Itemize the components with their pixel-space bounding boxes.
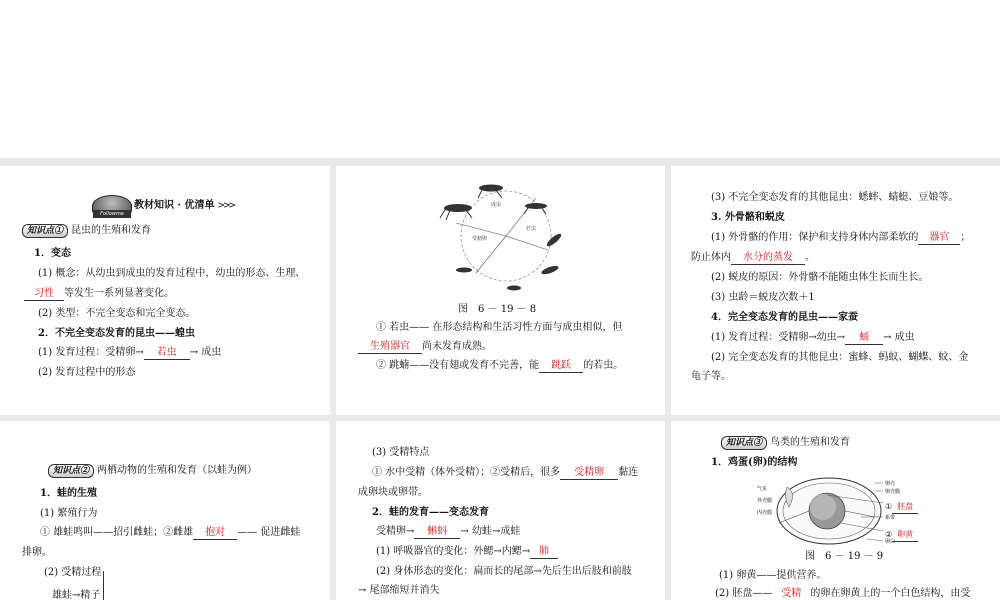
- answer-nymph: 若虫: [144, 346, 190, 360]
- helmet-icon: [92, 195, 132, 217]
- concept-tail: 等发生一系列显著变化。: [64, 288, 174, 299]
- disc-post: 的卵在卵黄上的一个白色结构，由受: [810, 588, 971, 599]
- egg-answer-disc-row: ① 胚盘: [885, 497, 918, 517]
- slide-frog-development[interactable]: [336, 421, 665, 600]
- silk-post: → 成虫: [883, 332, 915, 343]
- line-male: 雄蛙→精子: [52, 590, 101, 600]
- line-change: 1．变态: [34, 248, 71, 259]
- line-incomplete: 2．不完全变态发育的昆虫——蝗虫: [38, 328, 195, 339]
- line-breed: (1) 繁殖行为: [40, 508, 98, 519]
- locust-adult-icon: [440, 185, 563, 291]
- figure-caption: 图 6 － 19 － 8: [458, 304, 537, 315]
- line-dev-chain: [376, 522, 520, 542]
- egg-label-chalaza: 系带: [885, 515, 896, 521]
- slide-frog-reproduction[interactable]: [0, 421, 330, 600]
- line-other-complete: (2) 完全变态发育的其他昆虫：蜜蜂、蚂蚁、蝴蝶、蚊、金: [711, 352, 969, 363]
- line-process: [38, 343, 221, 363]
- line-other-insects: (3) 不完全变态发育的其他昆虫：蟋蟀、蜻蜓、豆娘等。: [711, 192, 959, 203]
- line-body: (2) 身体形态的变化：扁而长的尾部→先后生出后肢和前肢: [376, 566, 632, 577]
- line-concept-2: [24, 284, 174, 304]
- line-fert: (2) 受精过程: [44, 567, 102, 578]
- kp1-heading: [22, 221, 151, 241]
- silk-pre: (1) 发育过程：受精卵→幼虫→: [711, 332, 846, 343]
- kp2-title: 两栖动物的生殖和发育（以蛙为例）: [97, 465, 258, 476]
- egg-label-shell-membrane: 卵壳膜: [885, 489, 901, 495]
- slide-exoskeleton[interactable]: [671, 166, 1000, 415]
- blank-top-area: [0, 0, 1000, 158]
- answer-fertilization: 受精: [772, 587, 810, 600]
- kp3-heading: [721, 433, 850, 453]
- call-post: —— 促进雌蛙: [237, 527, 301, 538]
- answer-habit: 习性: [24, 287, 64, 301]
- call-pre: ① 雄蛙鸣叫——招引雌蛙；②雌雄: [40, 527, 194, 538]
- nymph-tail: 尚未发育成熟。: [422, 341, 492, 352]
- exo-fn-pre: (1) 外骨骼的作用：保护和支持身体内部柔软的: [711, 232, 919, 243]
- process-pre: (1) 发育过程：受精卵→: [38, 347, 144, 358]
- line-call: [40, 523, 300, 543]
- egg-figure-caption: 图 6 － 19 － 9: [805, 551, 884, 562]
- bracket-mark: [103, 571, 118, 600]
- egg-label-air: 气室: [757, 486, 768, 492]
- line-type: (2) 类型：不完全变态和完全变态。: [38, 308, 196, 319]
- answer-germinal-disc: 胚盘: [892, 500, 918, 514]
- kp1-badge: 知识点①: [22, 224, 68, 238]
- prevent-post: 。: [805, 252, 815, 263]
- answer-water-loss: 水分的蒸发: [731, 251, 805, 265]
- line-nymph-2: [358, 337, 492, 357]
- label-egg: 受精卵: [472, 236, 488, 242]
- answer-jump: 跳跃: [539, 359, 583, 373]
- line-concept: (1) 概念：从幼虫到成虫的发育过程中，幼虫的形态、生理、: [38, 268, 306, 279]
- kp3-badge: 知识点③: [721, 436, 767, 450]
- kp2-badge: 知识点②: [48, 464, 94, 478]
- dev-pre: 受精卵→: [376, 526, 415, 537]
- kp2-heading: [48, 461, 257, 481]
- line-nymph: ① 若虫—— 在形态结构和生活习性方面与成虫相似，但: [376, 322, 623, 333]
- line-body-2: → 尾部缩短并消失: [358, 585, 440, 596]
- line-silkworm: [711, 328, 915, 348]
- answer-yolk: 卵黄: [892, 528, 918, 542]
- process-post: → 成虫: [189, 347, 222, 358]
- answer-pupa: 蛹: [845, 331, 883, 345]
- egg-label-inner: 内壳膜: [757, 510, 773, 516]
- line-complete: 4．完全变态发育的昆虫——家蚕: [711, 312, 858, 323]
- answer-lung: 肺: [530, 545, 558, 559]
- line-hopper: [376, 356, 623, 376]
- section-banner: [92, 196, 234, 216]
- egg-label-white: 卵白: [885, 539, 896, 545]
- line-water-2: 成卵块或卵带。: [358, 487, 428, 498]
- line-egg: 1．鸡蛋(卵)的结构: [711, 457, 798, 468]
- line-exoskeleton: 3. 外骨骼和蜕皮: [711, 212, 785, 223]
- line-frog: 1．蛙的生殖: [40, 488, 97, 499]
- line-other-complete-2: 龟子等。: [691, 371, 731, 382]
- slide-insect-reproduction[interactable]: [0, 166, 330, 415]
- line-exo-function: [711, 228, 970, 248]
- answer-fertilized-egg: 受精卵: [560, 466, 618, 480]
- water-pre: ① 水中受精（体外受精）；②受精后，很多: [372, 467, 561, 478]
- line-disc: [715, 584, 970, 600]
- prevent-pre: 防止体内: [691, 252, 731, 263]
- line-feat: (3) 受精特点: [372, 447, 430, 458]
- label-nymph: 若虫: [526, 226, 537, 232]
- line-yolk: (1) 卵黄——提供营养。: [719, 570, 827, 581]
- line-form: (2) 发育过程中的形态: [38, 367, 136, 378]
- answer-tadpole: 蝌蚪: [414, 525, 460, 539]
- answer-amplexus: 抱对: [193, 526, 237, 540]
- slide-bird-egg[interactable]: [671, 421, 1000, 600]
- banner-arrows: >>>: [217, 201, 235, 211]
- egg-answer-yolk-row: ② 卵黄: [885, 525, 918, 545]
- line-call-2: 排卵。: [22, 547, 52, 558]
- hopper-pre: ② 跳蝻——没有翅或发育不完善，能: [376, 360, 540, 371]
- exo-fn-post: ；: [960, 232, 971, 243]
- resp-pre: (1) 呼吸器官的变化：外鳃→内鳃→: [376, 546, 531, 557]
- line-water: [372, 463, 638, 483]
- answer-reproductive-organs: 生殖器官: [358, 340, 422, 354]
- hopper-post: 的若虫。: [583, 360, 624, 371]
- line-resp: [376, 542, 558, 562]
- label-adult: 成虫: [491, 202, 502, 208]
- dev-post: → 幼蛙→成蛙: [460, 526, 521, 537]
- kp1-title: 昆虫的生殖和发育: [71, 225, 152, 236]
- line-molt: (2) 蜕皮的原因：外骨骼不能随虫体生长而生长。: [711, 272, 929, 283]
- egg-label-outer: 外壳膜: [757, 498, 773, 504]
- egg-label-shell: 卵壳: [885, 481, 896, 487]
- line-age: (3) 虫龄＝蜕皮次数＋1: [711, 292, 815, 303]
- slide-locust-cycle[interactable]: [336, 166, 665, 415]
- kp3-title: 鸟类的生殖和发育: [770, 437, 851, 448]
- answer-organs: 器官: [918, 231, 960, 245]
- line-dev: 2．蛙的发育——变态发育: [372, 507, 489, 518]
- banner-ribbon: Followme: [93, 210, 131, 218]
- locust-cycle-diagram: [436, 178, 576, 298]
- water-post: 黏连: [618, 467, 639, 478]
- banner-title: 教材知识 · 优清单: [134, 200, 215, 211]
- disc-pre: (2) 胚盘——: [715, 588, 773, 599]
- line-prevent: [691, 248, 815, 268]
